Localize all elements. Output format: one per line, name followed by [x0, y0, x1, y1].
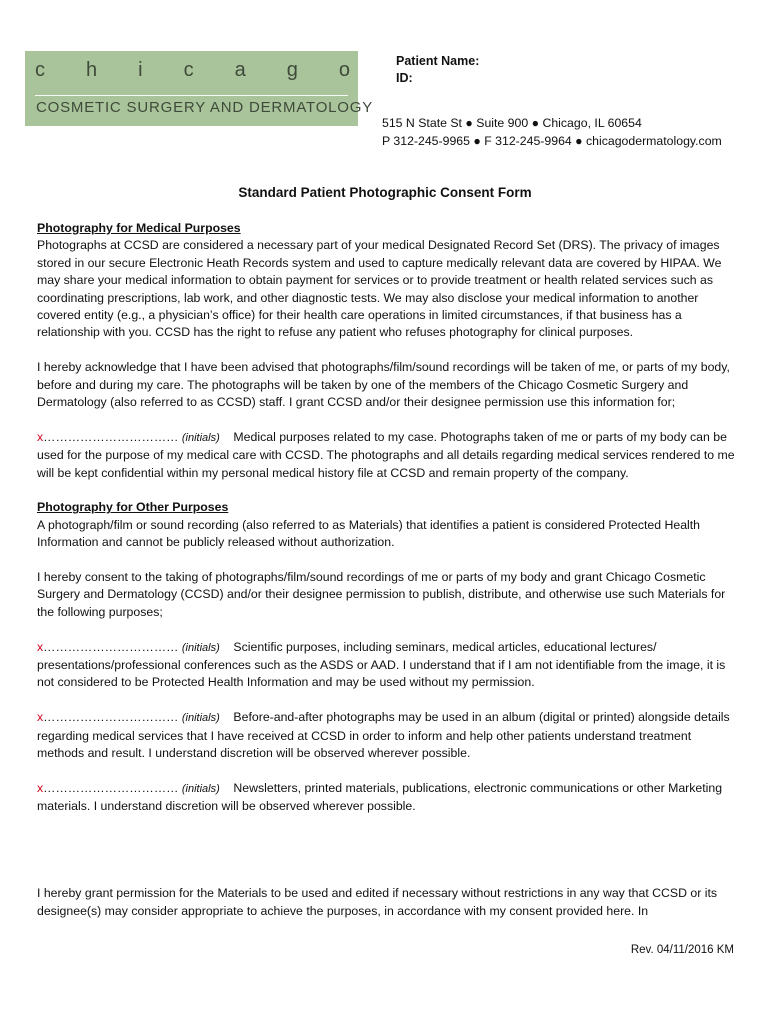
initial-item-text: Scientific purposes, including seminars, medical articles, educational lectures/ presentations/professional conferences such as the ASDS or AAD. I understand that if I am not identifiable from the image, it is not considered to be Protected Health Information and may be used without my permission. — [37, 639, 726, 690]
initials-label: (initials) — [181, 431, 220, 444]
logo-letter: c — [35, 59, 45, 81]
medical-section — [37, 220, 737, 342]
logo-letter: g — [286, 59, 298, 81]
logo-letter: h — [86, 59, 98, 81]
clinic-logo — [25, 51, 374, 126]
spacer — [37, 833, 737, 885]
initials-dots: …………………………… — [43, 710, 179, 725]
grant-paragraph: I hereby grant permission for the Materials to be used and edited if necessary without restrictions in any way that CCSD or its designee(s) may consider appropriate to achieve the purposes, in accordance with my consent provided here. In — [37, 886, 718, 918]
address-line-2: P 312-245-9965 ● F 312-245-9964 ● chicagodermatology.com — [382, 133, 722, 148]
page-title: Standard Patient Photographic Consent Form — [238, 185, 532, 200]
initial-item-text: Newsletters, printed materials, publications, electronic communications or other Marketing materials. I understand discretion will be observed wherever possible. — [37, 780, 723, 814]
clinic-address — [382, 115, 722, 150]
x-mark: x — [37, 710, 44, 725]
logo-wordmark — [35, 59, 350, 82]
initials-dots: …………………………… — [43, 780, 179, 795]
initials-field[interactable] — [37, 710, 220, 724]
initials-field[interactable] — [37, 781, 220, 795]
logo-letter: a — [234, 59, 246, 81]
initial-item-text: Medical purposes related to my case. Photographs taken of me or parts of my body can be used for the purpose of my medical care with CCSD. The photographs and all details regarding medical services rendered to me will be kept confidential within my personal medical history file at CCSD and remain property of the company. — [37, 429, 735, 480]
initials-dots: …………………………… — [43, 429, 179, 444]
other-section — [37, 499, 737, 551]
initial-item — [37, 709, 737, 762]
revision-note: Rev. 04/11/2016 KM — [630, 944, 734, 956]
logo-subtitle: COSMETIC SURGERY AND DERMATOLOGY — [36, 99, 374, 116]
acknowledge-paragraph: I hereby acknowledge that I have been advised that photographs/film/sound recordings will be taken of me, or parts of my body, before and during my care. The photographs will be taken by one of the members of the Chicago Cosmetic Surgery and Dermatology (also referred to as CCSD) staff. I grant CCSD and/or their designee permission use this information for; — [37, 360, 730, 410]
medical-body: Photographs at CCSD are considered a necessary part of your medical Designated Record Set (DRS). The privacy of images stored in our secure Electronic Heath Records system and used to capture medically relevant data are covered by HIPAA. We may share your medical information to obtain payment for services or to provide treatment or health related services such as coordinating prescriptions, lab work, and other diagnostic tests. We may also disclose your medical information to another covered entity (e.g., a physician’s office) for their health care operations in limited circumstances, if that business has a relationship with you. CCSD has the right to refuse any patient who refuses photography for clinical purposes. — [37, 238, 722, 340]
initial-item — [37, 429, 737, 482]
initials-label: (initials) — [181, 712, 220, 725]
medical-heading: Photography for Medical Purposes — [37, 221, 241, 235]
initial-item — [37, 639, 737, 692]
other-body: A photograph/film or sound recording (also referred to as Materials) that identifies a patient is considered Protected Health Information and cannot be publicly released without authorization. — [37, 517, 701, 550]
other-heading: Photography for Other Purposes — [37, 500, 229, 515]
form-body — [37, 220, 737, 937]
logo-letter: c — [183, 59, 194, 81]
x-mark: x — [37, 780, 44, 795]
initials-label: (initials) — [181, 641, 220, 654]
patient-id-label: ID: — [396, 71, 413, 85]
consent-paragraph: I hereby consent to the taking of photographs/film/sound recordings of me or parts of my body and grant Chicago Cosmetic Surgery and Dermatology (CCSD) and/or their designee permission to publish, distribute, and otherwise use such Materials for the following purposes; — [37, 570, 726, 619]
initials-label: (initials) — [181, 782, 220, 795]
logo-divider — [35, 95, 348, 96]
logo-letter: o — [338, 59, 350, 81]
x-mark: x — [37, 639, 44, 654]
patient-info — [396, 53, 479, 87]
patient-name-label: Patient Name: — [396, 54, 480, 68]
initials-dots: …………………………… — [43, 639, 179, 654]
logo-letter: i — [138, 59, 143, 81]
initials-field[interactable] — [37, 640, 220, 654]
initials-field[interactable] — [37, 430, 220, 444]
address-line-1: 515 N State St ● Suite 900 ● Chicago, IL 60654 — [382, 116, 642, 130]
initial-item-text: Before-and-after photographs may be used in an album (digital or printed) alongside details regarding medical services that I have received at CCSD in order to inform and help other patients understand treatment methods and result. I understand discretion will be observed wherever possible. — [37, 710, 730, 761]
initial-item — [37, 780, 737, 816]
x-mark: x — [37, 429, 44, 444]
